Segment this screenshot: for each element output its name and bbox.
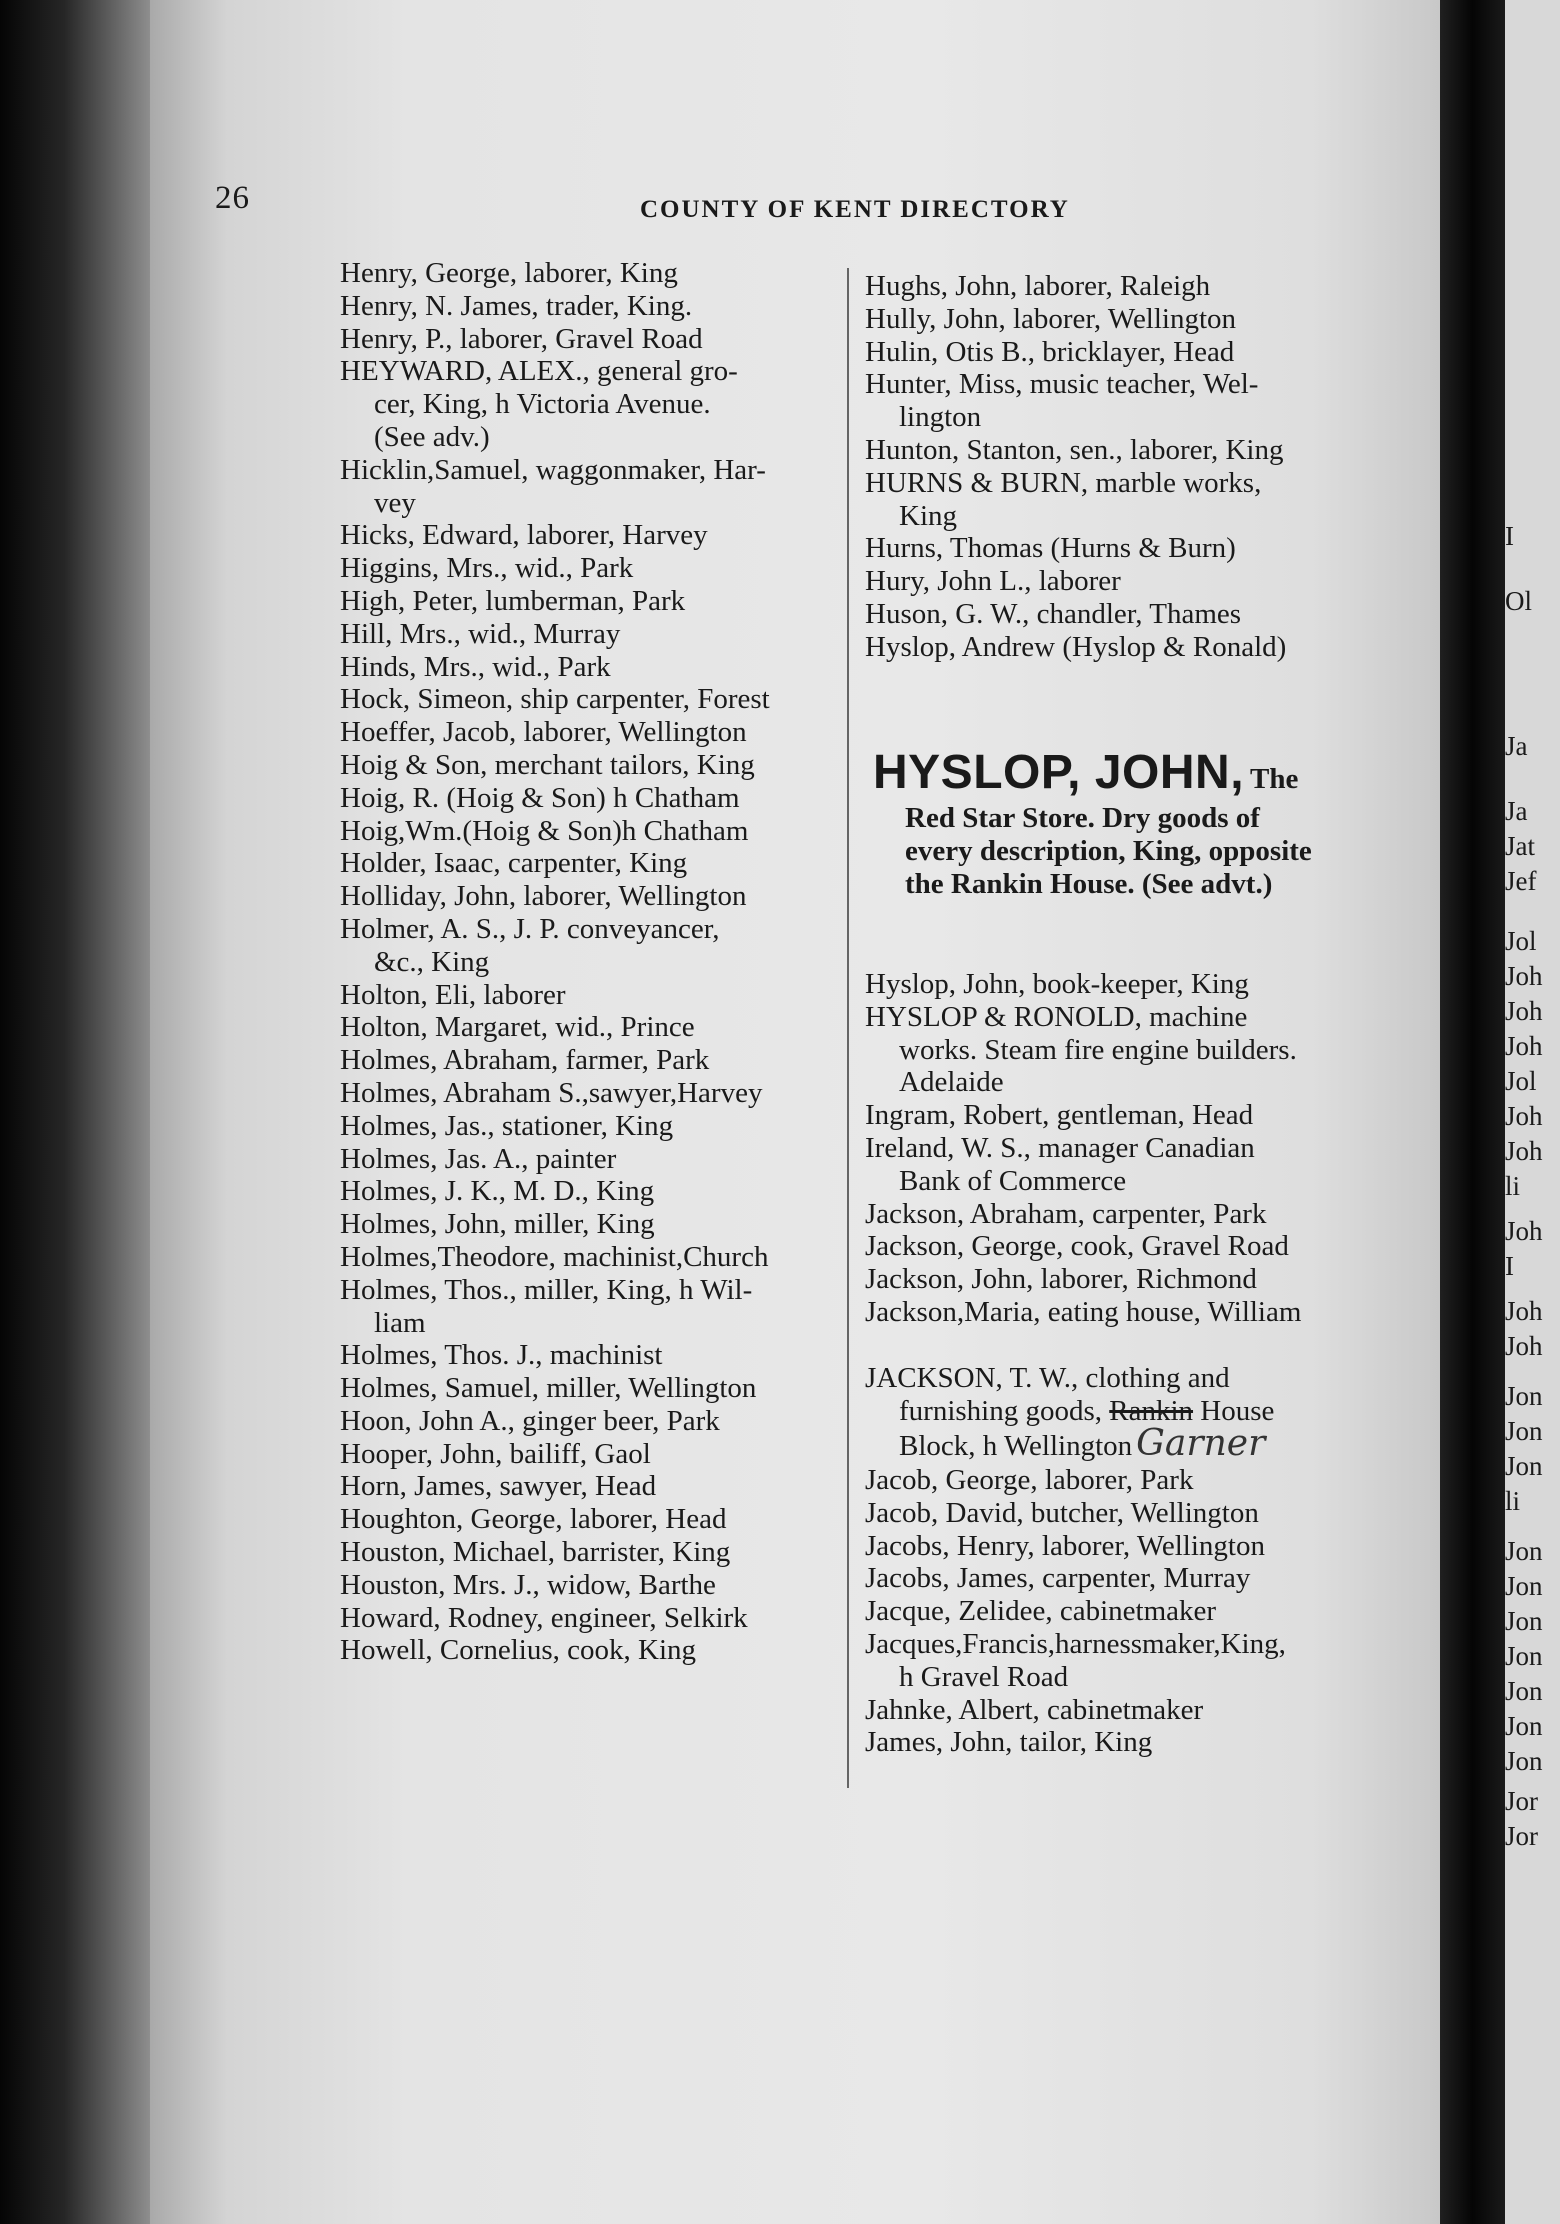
list-item bbox=[865, 631, 1385, 664]
list-item bbox=[340, 1634, 840, 1667]
list-item bbox=[865, 532, 1385, 565]
next-page-fragment: Ja bbox=[1505, 731, 1528, 761]
advert-line: Red Star Store. Dry goods of bbox=[905, 802, 1260, 834]
list-item bbox=[865, 303, 1385, 336]
list-item bbox=[865, 1530, 1385, 1563]
entry-text: Hoeffer, Jacob, laborer, Wellington bbox=[340, 716, 747, 749]
list-item bbox=[340, 815, 840, 848]
running-title: COUNTY OF KENT DIRECTORY bbox=[640, 196, 1070, 223]
next-page-fragment: Joh bbox=[1505, 1296, 1543, 1326]
entry-text: Holmes, Jas. A., painter bbox=[340, 1142, 617, 1175]
list-item bbox=[865, 1001, 1385, 1099]
list-item bbox=[340, 979, 840, 1012]
list-item bbox=[340, 1143, 840, 1176]
entry-text: Houghton, George, laborer, Head bbox=[340, 1503, 727, 1536]
next-page-fragment: Ja bbox=[1505, 796, 1528, 826]
book-spine-left bbox=[0, 0, 160, 2224]
list-item bbox=[340, 323, 840, 356]
next-page-fragment: Jon bbox=[1505, 1451, 1543, 1481]
entry-text: Hunter, Miss, music teacher, Wel- bbox=[865, 368, 1259, 401]
list-item bbox=[865, 1296, 1385, 1329]
advert-line: every description, King, opposite bbox=[905, 835, 1312, 867]
jackson-line3-text: Block, h Wellington bbox=[899, 1429, 1133, 1462]
entry-text: Holmes, Abraham S.,sawyer,Harvey bbox=[340, 1076, 763, 1109]
next-page-fragment: li bbox=[1505, 1171, 1521, 1201]
entry-text: Hury, John L., laborer bbox=[865, 565, 1121, 598]
next-page-fragment: Joh bbox=[1505, 961, 1543, 991]
entry-continuation: vey bbox=[374, 486, 416, 519]
next-page-fragment: Jon bbox=[1505, 1536, 1543, 1566]
entry-text: Jackson, George, cook, Gravel Road bbox=[865, 1230, 1289, 1263]
advert-title: HYSLOP, JOHN, bbox=[873, 746, 1245, 799]
next-page-fragment: Joh bbox=[1505, 1031, 1543, 1061]
list-item bbox=[340, 913, 840, 979]
entry-text: James, John, tailor, King bbox=[865, 1726, 1153, 1759]
advert-lead: The bbox=[1250, 763, 1299, 795]
right-column-bottom bbox=[865, 968, 1385, 1329]
entry-text: Hill, Mrs., wid., Murray bbox=[340, 617, 621, 650]
list-item bbox=[340, 1241, 840, 1274]
entry-continuation: (See adv.) bbox=[374, 420, 490, 453]
list-item bbox=[340, 1372, 840, 1405]
entry-text: Jacques,Francis,harnessmaker,King, bbox=[865, 1627, 1286, 1660]
jackson-tw-entry bbox=[865, 1362, 1385, 1462]
list-item bbox=[865, 434, 1385, 467]
list-item bbox=[340, 1011, 840, 1044]
list-item bbox=[340, 552, 840, 585]
list-item bbox=[865, 968, 1385, 1001]
right-column-end bbox=[865, 1464, 1385, 1759]
entry-text: Jacobs, James, carpenter, Murray bbox=[865, 1562, 1251, 1595]
list-item bbox=[340, 880, 840, 913]
list-item bbox=[865, 565, 1385, 598]
list-item bbox=[340, 1569, 840, 1602]
left-column bbox=[340, 257, 840, 1667]
jackson-line1: JACKSON, T. W., clothing and bbox=[865, 1362, 1230, 1394]
list-item bbox=[865, 1230, 1385, 1263]
list-item bbox=[340, 1470, 840, 1503]
next-page-fragment: Jol bbox=[1505, 1066, 1537, 1096]
next-page-fragment: Jor bbox=[1505, 1821, 1538, 1851]
entry-text: Houston, Mrs. J., widow, Barthe bbox=[340, 1568, 716, 1601]
list-item bbox=[340, 1044, 840, 1077]
entry-continuation: lington bbox=[899, 401, 982, 434]
list-item bbox=[340, 1208, 840, 1241]
entry-text: Hock, Simeon, ship carpenter, Forest bbox=[340, 683, 770, 716]
next-page-fragment: Jol bbox=[1505, 926, 1537, 956]
jackson-line3 bbox=[865, 1422, 1385, 1464]
list-item bbox=[340, 257, 840, 290]
list-item bbox=[340, 454, 840, 520]
list-item bbox=[865, 1099, 1385, 1132]
jackson-line2-pre: furnishing goods, bbox=[899, 1394, 1102, 1427]
list-item bbox=[865, 1595, 1385, 1628]
entry-text: Hunton, Stanton, sen., laborer, King bbox=[865, 433, 1284, 466]
entry-text: Holliday, John, laborer, Wellington bbox=[340, 880, 747, 913]
entry-text: Hyslop, Andrew (Hyslop & Ronald) bbox=[865, 630, 1287, 663]
entry-text: Jahnke, Albert, cabinetmaker bbox=[865, 1693, 1204, 1726]
entry-continuation: King bbox=[899, 499, 957, 532]
right-column-top bbox=[865, 270, 1385, 664]
next-page-fragment: Jon bbox=[1505, 1416, 1543, 1446]
entry-text: Hinds, Mrs., wid., Park bbox=[340, 650, 611, 683]
next-page-fragment: Jon bbox=[1505, 1676, 1543, 1706]
next-page-fragment: I bbox=[1505, 521, 1514, 551]
list-item bbox=[340, 749, 840, 782]
entry-text: Hoig & Son, merchant tailors, King bbox=[340, 748, 755, 781]
list-item bbox=[865, 1362, 1385, 1395]
next-page-fragment: Joh bbox=[1505, 1331, 1543, 1361]
list-item bbox=[865, 1694, 1385, 1727]
next-page-fragment: Joh bbox=[1505, 996, 1543, 1026]
book-gutter bbox=[1440, 0, 1505, 2224]
entry-text: Jackson,Maria, eating house, William bbox=[865, 1295, 1302, 1328]
next-page-fragment: Jon bbox=[1505, 1606, 1543, 1636]
entry-continuation: works. Steam fire engine builders. bbox=[899, 1033, 1297, 1066]
list-item bbox=[865, 1464, 1385, 1497]
next-page-fragment: Joh bbox=[1505, 1216, 1543, 1246]
jackson-line2-post: House bbox=[1200, 1394, 1275, 1427]
list-item bbox=[340, 1274, 840, 1340]
list-item bbox=[865, 336, 1385, 369]
next-page-fragment: Ol bbox=[1505, 586, 1532, 616]
list-item bbox=[340, 782, 840, 815]
entry-continuation: Bank of Commerce bbox=[899, 1164, 1127, 1197]
next-page-fragment: Jat bbox=[1505, 831, 1535, 861]
entry-text: Hulin, Otis B., bricklayer, Head bbox=[865, 335, 1235, 368]
entry-text: HURNS & BURN, marble works, bbox=[865, 466, 1262, 499]
list-item bbox=[340, 585, 840, 618]
column-divider bbox=[847, 268, 849, 1788]
list-item bbox=[340, 1503, 840, 1536]
next-page-fragment: Jon bbox=[1505, 1571, 1543, 1601]
next-page-fragment: li bbox=[1505, 1486, 1521, 1516]
entry-text: Ingram, Robert, gentleman, Head bbox=[865, 1099, 1254, 1132]
entry-text: Hicks, Edward, laborer, Harvey bbox=[340, 519, 708, 552]
list-item bbox=[340, 1438, 840, 1471]
list-item bbox=[340, 1339, 840, 1372]
list-item bbox=[865, 1132, 1385, 1198]
entry-text: Higgins, Mrs., wid., Park bbox=[340, 552, 634, 585]
list-item bbox=[865, 1726, 1385, 1759]
entry-text: Holmes, Thos. J., machinist bbox=[340, 1339, 663, 1372]
entry-text: HYSLOP & RONOLD, machine bbox=[865, 1000, 1248, 1033]
entry-text: Hurns, Thomas (Hurns & Burn) bbox=[865, 532, 1236, 565]
list-item bbox=[865, 270, 1385, 303]
list-item bbox=[340, 683, 840, 716]
list-item bbox=[865, 1198, 1385, 1231]
entry-text: Jacque, Zelidee, cabinetmaker bbox=[865, 1595, 1217, 1628]
list-item bbox=[865, 598, 1385, 631]
entry-text: Holder, Isaac, carpenter, King bbox=[340, 847, 688, 880]
hyslop-advert bbox=[873, 745, 1393, 901]
next-page-fragment: Jon bbox=[1505, 1641, 1543, 1671]
list-item bbox=[340, 519, 840, 552]
entry-text: Jacobs, Henry, laborer, Wellington bbox=[865, 1529, 1265, 1562]
list-item bbox=[340, 1405, 840, 1438]
entry-text: Holmes, Abraham, farmer, Park bbox=[340, 1044, 710, 1077]
entry-text: Holmes, Thos., miller, King, h Wil- bbox=[340, 1273, 753, 1306]
entry-text: Ireland, W. S., manager Canadian bbox=[865, 1131, 1255, 1164]
entry-text: HEYWARD, ALEX., general gro- bbox=[340, 355, 738, 388]
entry-text: Henry, George, laborer, King bbox=[340, 257, 678, 289]
list-item bbox=[340, 1602, 840, 1635]
entry-text: Holmes, Samuel, miller, Wellington bbox=[340, 1372, 757, 1405]
list-item bbox=[340, 716, 840, 749]
entry-text: Hicklin,Samuel, waggonmaker, Har- bbox=[340, 453, 766, 486]
list-item bbox=[340, 1077, 840, 1110]
list-item bbox=[340, 1110, 840, 1143]
entry-text: Hoig,Wm.(Hoig & Son)h Chatham bbox=[340, 814, 749, 847]
list-item bbox=[865, 1562, 1385, 1595]
entry-continuation: Adelaide bbox=[899, 1066, 1004, 1099]
handwritten-annotation: Garner bbox=[1136, 1422, 1266, 1464]
entry-text: Hully, John, laborer, Wellington bbox=[865, 302, 1237, 335]
list-item bbox=[340, 651, 840, 684]
list-item bbox=[340, 355, 840, 453]
next-page-fragment: I bbox=[1505, 1251, 1514, 1281]
entry-text: Jacob, George, laborer, Park bbox=[865, 1464, 1194, 1496]
entry-text: Hyslop, John, book-keeper, King bbox=[865, 968, 1249, 1000]
entry-text: Jackson, John, laborer, Richmond bbox=[865, 1263, 1257, 1296]
next-page-fragment: Jor bbox=[1505, 1786, 1538, 1816]
list-item bbox=[340, 1175, 840, 1208]
next-page-fragment: Joh bbox=[1505, 1136, 1543, 1166]
entry-continuation: &c., King bbox=[374, 945, 490, 978]
entry-text: Henry, P., laborer, Gravel Road bbox=[340, 322, 703, 355]
entry-continuation: cer, King, h Victoria Avenue. bbox=[374, 388, 711, 421]
next-page-fragment: Jon bbox=[1505, 1711, 1543, 1741]
entry-text: Holton, Margaret, wid., Prince bbox=[340, 1011, 695, 1044]
entry-text: Holton, Eli, laborer bbox=[340, 978, 566, 1011]
list-item bbox=[865, 1263, 1385, 1296]
entry-text: Howell, Cornelius, cook, King bbox=[340, 1634, 697, 1667]
list-item bbox=[865, 1628, 1385, 1694]
entry-text: High, Peter, lumberman, Park bbox=[340, 584, 686, 617]
page-number: 26 bbox=[215, 180, 250, 216]
entry-text: Hughs, John, laborer, Raleigh bbox=[865, 270, 1211, 302]
entry-text: Howard, Rodney, engineer, Selkirk bbox=[340, 1601, 748, 1634]
entry-text: Holmes, John, miller, King bbox=[340, 1208, 655, 1241]
entry-text: Hoon, John A., ginger beer, Park bbox=[340, 1404, 720, 1437]
next-page-fragment: Jon bbox=[1505, 1746, 1543, 1776]
next-page-fragment: Joh bbox=[1505, 1101, 1543, 1131]
entry-text: Holmes,Theodore, machinist,Church bbox=[340, 1240, 769, 1273]
entry-text: Houston, Michael, barrister, King bbox=[340, 1536, 731, 1569]
list-item bbox=[865, 467, 1385, 533]
entry-continuation: h Gravel Road bbox=[899, 1660, 1069, 1693]
next-page-edge bbox=[1505, 0, 1560, 2224]
next-page-fragment: Jef bbox=[1505, 866, 1537, 896]
entry-text: Hoig, R. (Hoig & Son) h Chatham bbox=[340, 781, 740, 814]
entry-text: Horn, James, sawyer, Head bbox=[340, 1470, 657, 1503]
list-item bbox=[340, 290, 840, 323]
list-item bbox=[865, 368, 1385, 434]
advert-line: the Rankin House. (See advt.) bbox=[905, 868, 1273, 900]
entry-text: Huson, G. W., chandler, Thames bbox=[865, 597, 1242, 630]
entry-text: Hooper, John, bailiff, Gaol bbox=[340, 1437, 651, 1470]
struck-word: Rankin bbox=[1109, 1394, 1194, 1427]
advert-body bbox=[873, 802, 1393, 901]
entry-continuation: liam bbox=[374, 1306, 426, 1339]
list-item bbox=[340, 1536, 840, 1569]
entry-text: Jacob, David, butcher, Wellington bbox=[865, 1496, 1259, 1529]
entry-text: Holmer, A. S., J. P. conveyancer, bbox=[340, 912, 720, 945]
entry-text: Holmes, J. K., M. D., King bbox=[340, 1175, 655, 1208]
jackson-line2 bbox=[865, 1395, 1385, 1428]
list-item bbox=[340, 847, 840, 880]
entry-text: Holmes, Jas., stationer, King bbox=[340, 1109, 674, 1142]
entry-text: Henry, N. James, trader, King. bbox=[340, 289, 693, 322]
list-item bbox=[340, 618, 840, 651]
list-item bbox=[865, 1497, 1385, 1530]
next-page-fragment: Jon bbox=[1505, 1381, 1543, 1411]
entry-text: Jackson, Abraham, carpenter, Park bbox=[865, 1197, 1267, 1230]
